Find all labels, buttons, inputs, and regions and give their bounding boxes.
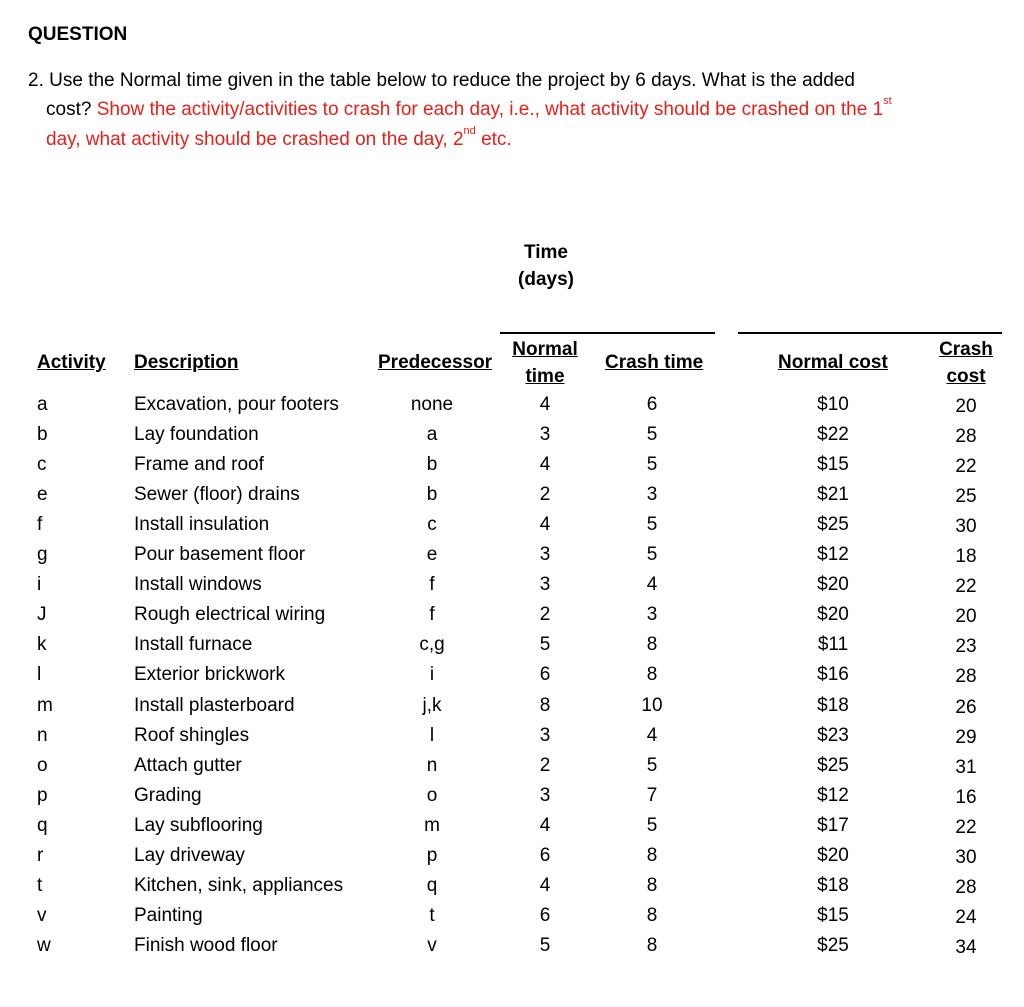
table-row: [0, 785, 1024, 815]
table-row: [0, 634, 1024, 664]
cell-crash-cost: 28: [955, 426, 977, 448]
header-description: Description: [134, 352, 239, 373]
cell-crash-time: 8: [646, 934, 658, 956]
cell-description: Install windows: [134, 574, 262, 596]
table-row: [0, 905, 1024, 935]
cell-normal-time: 3: [539, 724, 551, 746]
cell-normal-cost: $12: [817, 784, 849, 806]
cell-crash-cost: 22: [955, 576, 977, 598]
header-normal-cost: Normal cost: [778, 352, 888, 373]
cell-crash-time: 8: [646, 844, 658, 866]
cell-crash-time: 4: [646, 724, 658, 746]
table-row: [0, 875, 1024, 905]
table-row: [0, 394, 1024, 424]
cell-predecessor: v: [427, 934, 437, 956]
cell-normal-cost: $12: [817, 544, 849, 566]
cell-description: Attach gutter: [134, 754, 242, 776]
cell-normal-cost: $18: [817, 694, 849, 716]
cell-crash-cost: 31: [955, 756, 977, 778]
cell-description: Grading: [134, 784, 202, 806]
table-row: [0, 484, 1024, 514]
header-normal-time-2: time: [525, 366, 565, 387]
cell-activity: l: [37, 664, 42, 686]
cell-normal-time: 3: [539, 544, 551, 566]
header-activity: Activity: [37, 352, 106, 373]
cell-normal-time: 4: [539, 394, 551, 415]
cell-predecessor: b: [426, 484, 438, 506]
question-heading: QUESTION: [28, 24, 128, 45]
cell-normal-time: 4: [539, 874, 551, 896]
cell-predecessor: f: [429, 574, 435, 596]
cell-normal-time: 3: [539, 574, 551, 596]
cell-crash-time: 5: [646, 754, 658, 776]
cell-predecessor: m: [424, 814, 440, 836]
table-row: [0, 574, 1024, 604]
question-line-2-black: cost?: [46, 99, 97, 120]
cell-activity: b: [37, 424, 48, 446]
cell-crash-cost: 34: [955, 936, 977, 958]
time-group-line-2: (days): [518, 269, 574, 290]
header-crash-cost-2: cost: [946, 366, 986, 387]
cell-crash-cost: 18: [955, 546, 977, 568]
cell-crash-time: 5: [646, 514, 658, 536]
cell-crash-time: 8: [646, 874, 658, 896]
question-line-2-red: Show the activity/activities to crash for each day, i.e., what activity should be crashed on the 1: [96, 99, 884, 120]
cell-normal-time: 5: [539, 934, 551, 956]
cell-crash-cost: 30: [955, 846, 977, 868]
cell-crash-time: 5: [646, 814, 658, 836]
cell-description: Sewer (floor) drains: [134, 484, 300, 506]
cell-description: Rough electrical wiring: [134, 604, 326, 626]
table-row: [0, 514, 1024, 544]
cell-normal-time: 4: [539, 454, 551, 476]
cell-predecessor: t: [429, 904, 435, 926]
cell-activity: w: [37, 934, 51, 956]
cell-description: Install insulation: [134, 514, 270, 536]
cell-normal-cost: $23: [817, 724, 849, 746]
cell-activity: k: [37, 634, 47, 656]
cell-predecessor: a: [426, 424, 438, 446]
cell-normal-cost: $21: [817, 484, 849, 506]
cell-crash-cost: 24: [955, 906, 977, 928]
cell-normal-cost: $25: [817, 754, 849, 776]
cell-normal-cost: $22: [817, 424, 849, 446]
cell-normal-cost: $16: [817, 664, 849, 686]
question-line-3: [46, 125, 512, 151]
cell-normal-cost: $20: [817, 604, 849, 626]
cell-activity: e: [37, 484, 48, 506]
cell-predecessor: j,k: [422, 694, 442, 716]
table-row: [0, 544, 1024, 574]
cell-description: Lay foundation: [134, 424, 259, 446]
table-row: [0, 664, 1024, 694]
cell-crash-cost: 26: [955, 696, 977, 718]
cell-normal-cost: $11: [817, 634, 849, 656]
cell-crash-cost: 22: [955, 816, 977, 838]
cell-normal-time: 6: [539, 844, 551, 866]
cell-activity: t: [37, 874, 43, 896]
superscript-nd: nd: [463, 125, 476, 137]
time-header-rule: [500, 332, 715, 334]
cell-description: Exterior brickwork: [134, 664, 285, 686]
header-crash-time: Crash time: [605, 352, 704, 373]
cell-normal-cost: $15: [817, 454, 849, 476]
cell-normal-time: 6: [539, 664, 551, 686]
cell-predecessor: p: [426, 844, 438, 866]
cell-normal-time: 5: [539, 634, 551, 656]
cell-activity: g: [37, 544, 48, 566]
cell-crash-cost: 29: [955, 726, 977, 748]
cell-activity: p: [37, 784, 48, 806]
table-row: [0, 845, 1024, 875]
cell-predecessor: f: [429, 604, 435, 626]
cell-predecessor: q: [426, 874, 438, 896]
cell-predecessor: c,g: [419, 634, 445, 656]
cell-crash-cost: 30: [955, 516, 977, 538]
cell-crash-time: 7: [646, 784, 658, 806]
cell-activity: o: [37, 754, 48, 776]
cell-normal-time: 6: [539, 904, 551, 926]
cell-normal-time: 3: [539, 784, 551, 806]
cell-normal-cost: $20: [817, 574, 849, 596]
table-row: [0, 604, 1024, 634]
cell-crash-time: 3: [646, 484, 658, 506]
cell-predecessor: o: [426, 784, 438, 806]
cell-predecessor: l: [429, 724, 435, 746]
cell-description: Install plasterboard: [134, 694, 295, 716]
cell-normal-time: 2: [539, 754, 551, 776]
cell-description: Painting: [134, 904, 203, 926]
cell-activity: v: [37, 904, 47, 926]
cell-crash-cost: 25: [955, 486, 977, 508]
cell-normal-time: 3: [539, 424, 551, 446]
question-line-3-red-a: day, what activity should be crashed on the day, 2: [46, 129, 464, 150]
cell-description: Pour basement floor: [134, 544, 306, 566]
cell-description: Finish wood floor: [134, 934, 278, 956]
cell-crash-time: 8: [646, 904, 658, 926]
superscript-st: st: [883, 95, 892, 107]
table-row: [0, 454, 1024, 484]
cell-predecessor: n: [426, 754, 438, 776]
cell-normal-cost: $15: [817, 904, 849, 926]
cell-crash-time: 8: [646, 664, 658, 686]
cell-crash-cost: 16: [955, 786, 977, 808]
cell-crash-cost: 20: [955, 606, 977, 628]
cell-normal-cost: $25: [817, 934, 849, 956]
cell-description: Lay subflooring: [134, 814, 263, 836]
cell-predecessor: c: [427, 514, 437, 536]
question-line-2: [46, 95, 892, 121]
cell-activity: r: [37, 844, 44, 866]
cell-crash-time: 5: [646, 424, 658, 446]
header-normal-time-1: Normal: [512, 339, 578, 360]
cell-activity: a: [37, 394, 48, 415]
cell-normal-cost: $10: [817, 394, 849, 415]
table-row: [0, 424, 1024, 454]
cell-activity: f: [37, 514, 43, 536]
cell-crash-time: 6: [646, 394, 658, 415]
header-crash-cost-1: Crash: [939, 339, 993, 360]
table-row: [0, 695, 1024, 725]
cell-description: Install furnace: [134, 634, 253, 656]
question-line-1: 2. Use the Normal time given in the table below to reduce the project by 6 days. What is the added: [28, 70, 855, 91]
cell-activity: c: [37, 454, 47, 476]
cell-predecessor: e: [426, 544, 438, 566]
cell-normal-time: 2: [539, 604, 551, 626]
cell-crash-cost: 23: [955, 636, 977, 658]
cell-normal-time: 4: [539, 814, 551, 836]
cell-normal-cost: $20: [817, 844, 849, 866]
table-row: [0, 725, 1024, 755]
cell-description: Frame and roof: [134, 454, 264, 476]
cell-predecessor: i: [429, 664, 435, 686]
cell-description: Excavation, pour footers: [134, 394, 339, 415]
time-group-line-1: Time: [523, 242, 568, 263]
cell-normal-time: 4: [539, 514, 551, 536]
cell-crash-time: 4: [646, 574, 658, 596]
table-row: [0, 935, 1024, 965]
cell-crash-time: 5: [646, 544, 658, 566]
cell-normal-cost: $17: [817, 814, 849, 836]
cell-activity: q: [37, 814, 48, 836]
cell-description: Lay driveway: [134, 844, 245, 866]
header-predecessor: Predecessor: [378, 352, 493, 373]
cell-predecessor: b: [426, 454, 438, 476]
cell-crash-cost: 20: [955, 396, 977, 417]
table-row: [0, 815, 1024, 845]
cell-crash-time: 8: [646, 634, 658, 656]
cell-crash-cost: 28: [955, 876, 977, 898]
cell-normal-cost: $25: [817, 514, 849, 536]
cost-header-rule: [738, 332, 1002, 334]
table-row: [0, 755, 1024, 785]
cell-normal-cost: $18: [817, 874, 849, 896]
cell-crash-time: 3: [646, 604, 658, 626]
cell-normal-time: 8: [539, 694, 551, 716]
cell-crash-time: 5: [646, 454, 658, 476]
cell-description: Kitchen, sink, appliances: [134, 874, 344, 896]
cell-activity: m: [37, 694, 53, 716]
cell-crash-cost: 22: [955, 456, 977, 478]
cell-normal-time: 2: [539, 484, 551, 506]
cell-activity: J: [37, 604, 47, 626]
cell-predecessor: none: [410, 394, 454, 415]
question-line-3-red-b: etc.: [475, 129, 512, 150]
cell-crash-cost: 28: [955, 666, 977, 688]
cell-crash-time: 10: [641, 694, 663, 716]
cell-description: Roof shingles: [134, 724, 250, 746]
cell-activity: n: [37, 724, 48, 746]
cell-activity: i: [37, 574, 42, 596]
